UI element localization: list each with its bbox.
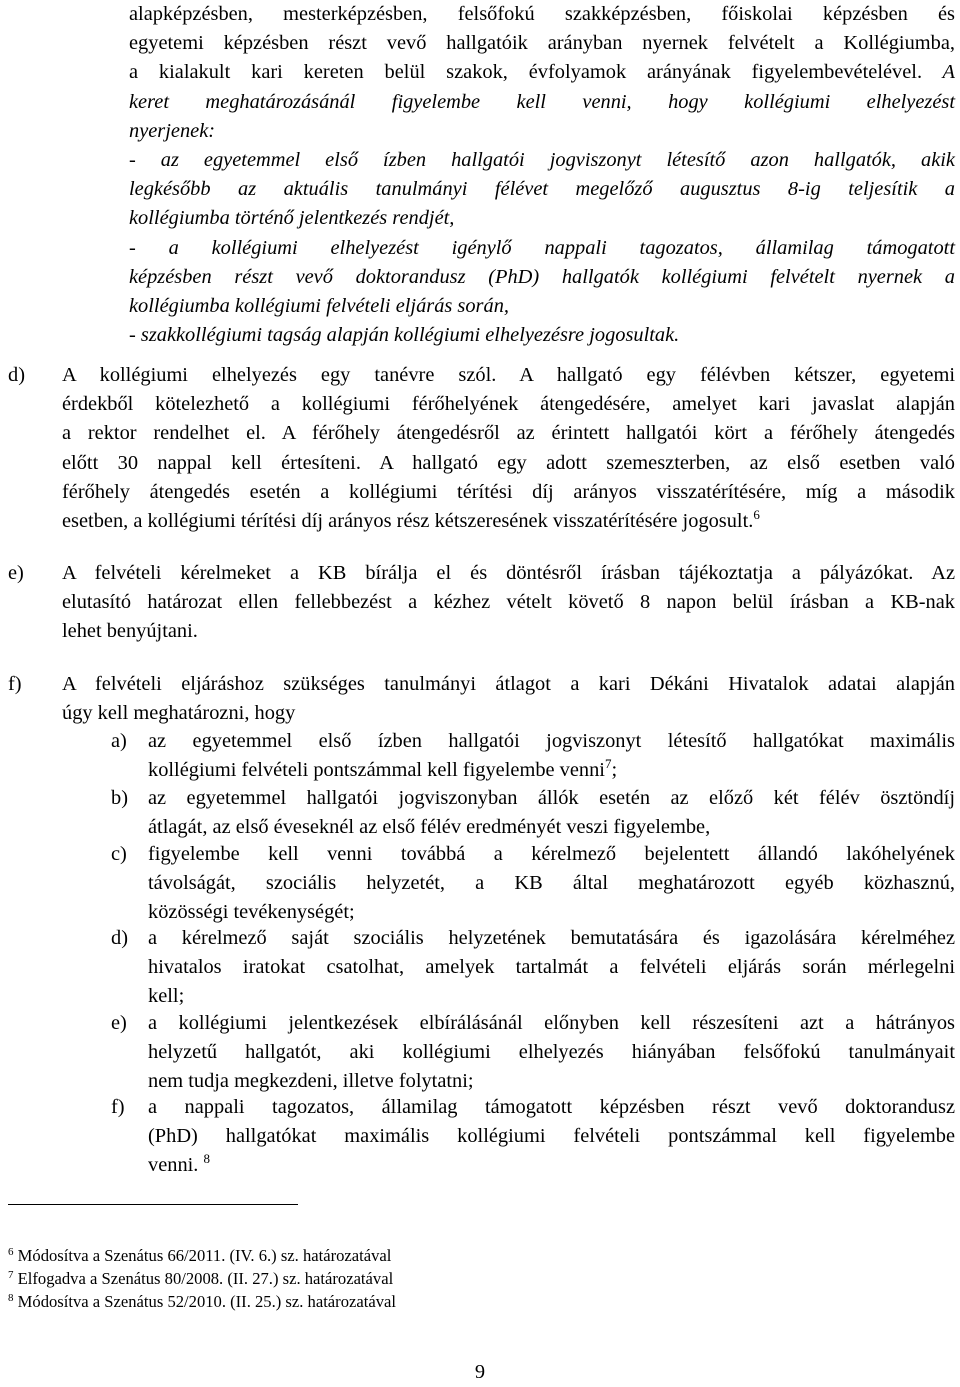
- text-span: ;: [611, 759, 618, 782]
- footnote: [8, 1267, 396, 1290]
- sub-item-body: [148, 1093, 955, 1181]
- text-span: venni.: [148, 1154, 199, 1177]
- text-line: A kollégiumi elhelyezés egy tanévre szól. A hallgató egy félévben kétszer, egyetemi: [62, 364, 955, 386]
- footnote-number: 8: [8, 1292, 14, 1304]
- list-marker: e): [8, 562, 24, 584]
- text-line: előtt 30 nappal kell értesíteni. A hallgató egy adott szemeszterben, az első esetben való: [62, 451, 955, 474]
- page-number: 9: [474, 1361, 486, 1383]
- text-line: távolságát, szociális helyzetét, a KB által meghatározott egyéb közhasznú,: [148, 872, 955, 895]
- list-marker: d): [8, 364, 25, 386]
- sub-item-body: [148, 840, 955, 928]
- text-line: úgy kell meghatározni, hogy: [62, 702, 296, 725]
- footnote-ref: 8: [203, 1151, 211, 1167]
- italic-line: képzésben részt vevő doktorandusz (PhD) hallgatók kollégiumi felvételt nyernek a: [129, 265, 955, 288]
- sub-marker: d): [111, 927, 128, 949]
- text-line: férőhely átengedés esetén a kollégiumi térítési díj arányos visszatérítésére, míg a második: [62, 480, 955, 503]
- text-line: [148, 1151, 955, 1180]
- footnote-ref: 7: [604, 756, 612, 772]
- italic-line: - az egyetemmel első ízben hallgatói jogviszonyt létesítő azon hallgatók, akik: [129, 148, 955, 171]
- text-line: A felvételi eljáráshoz szükséges tanulmányi átlagot a kari Dékáni Hivatalok adatai alapján: [62, 673, 955, 695]
- footnote-text: Módosítva a Szenátus 66/2011. (IV. 6.) sz. határozatával: [17, 1246, 392, 1265]
- footnote-text: Elfogadva a Szenátus 80/2008. (II. 27.) sz. határozatával: [17, 1269, 394, 1288]
- text-line: a nappali tagozatos, államilag támogatott képzésben részt vevő doktorandusz: [148, 1096, 955, 1118]
- italic-line: legkésőbb az aktuális tanulmányi félévet megelőző augusztus 8-ig teljesítik a: [129, 178, 955, 201]
- sub-item-body: [148, 784, 955, 842]
- text-span: kollégiumi felvételi pontszámmal kell figyelembe venni: [148, 759, 605, 782]
- footnote: [8, 1244, 396, 1267]
- text-line: átlagát, az első éveseknél az első félév eredményét veszi figyelembe,: [148, 816, 711, 839]
- footnote-separator: [8, 1204, 298, 1205]
- list-item-body: [62, 361, 955, 536]
- text-line: a kérelmező saját szociális helyzetének bemutatására és igazolására kérelméhez: [148, 927, 955, 949]
- sub-marker: a): [111, 730, 127, 752]
- footnote-ref: 6: [753, 506, 760, 522]
- sub-item-body: [148, 924, 955, 1012]
- text-line: a kollégiumi jelentkezések elbírálásánál előnyben kell részesíteni azt a hátrányos: [148, 1012, 955, 1034]
- italic-line: kollégiumba kollégiumi felvételi eljárás során,: [129, 294, 509, 317]
- italic-line: kollégiumba történő jelentkezés rendjét,: [129, 207, 455, 230]
- text-line: alapképzésben, mesterképzésben, felsőfokú szakképzésben, főiskolai képzésben és: [129, 3, 955, 25]
- sub-marker: f): [111, 1096, 125, 1118]
- text-line: az egyetemmel első ízben hallgatói jogviszonyt létesítő hallgatókat maximális: [148, 730, 955, 752]
- text-line: az egyetemmel hallgatói jogviszonyban állók esetén az előző két félév ösztöndíj: [148, 787, 955, 809]
- text-line: elutasító határozat ellen fellebbezést a kézhez vételt követő 8 napon belül írásban a KB-nak: [62, 591, 955, 614]
- list-marker: f): [8, 673, 22, 695]
- text-line: egyetemi képzésben részt vevő hallgatóik arányban nyernek felvételt a Kollégiumba,: [129, 32, 955, 55]
- text-line: figyelembe kell venni továbbá a kérelmező bejelentett állandó lakóhelyének: [148, 843, 955, 865]
- italic-line: nyerjenek:: [129, 119, 216, 142]
- footnote-text: Módosítva a Szenátus 52/2010. (II. 25.) sz. határozatával: [17, 1292, 396, 1311]
- text-line: hivatalos iratokat csatolhat, amelyek tartalmát a felvételi eljárás során mérlegelni: [148, 956, 955, 979]
- italic-line: - a kollégiumi elhelyezést igénylő nappali tagozatos, államilag támogatott: [129, 236, 955, 259]
- sub-marker: b): [111, 787, 128, 809]
- text-line: [62, 507, 955, 536]
- continuation-paragraph: [129, 0, 955, 350]
- text-line: érdekből kötelezhető a kollégiumi férőhelyének átengedésére, amelyet kari javaslat alapján: [62, 393, 955, 416]
- text-span: a kialakult kari kereten belül szakok, évfolyamok arányának figyelembevételével.: [129, 61, 923, 84]
- text-line: [148, 756, 955, 785]
- text-line: a rektor rendelhet el. A férőhely átengedésről az érintett hallgatói kört a férőhely átengedés: [62, 422, 955, 445]
- text-line: kell;: [148, 985, 185, 1008]
- text-line: nem tudja megkezdeni, illetve folytatni;: [148, 1070, 474, 1093]
- italic-line: - szakkollégiumi tagság alapján kollégiumi elhelyezésre jogosultak.: [129, 324, 680, 347]
- footnotes: [8, 1244, 396, 1313]
- list-item-body: [62, 670, 955, 728]
- footnote-number: 6: [8, 1246, 14, 1258]
- italic-line: keret meghatározásánál figyelembe kell venni, hogy kollégiumi elhelyezést: [129, 90, 955, 113]
- text-line: [129, 58, 955, 87]
- text-line: helyzetű hallgatót, aki kollégiumi elhelyezés hiányában felsőfokú tanulmányait: [148, 1041, 955, 1064]
- list-item-body: [62, 559, 955, 647]
- italic-span: A: [922, 61, 956, 84]
- sub-marker: e): [111, 1012, 127, 1034]
- sub-item-body: [148, 1009, 955, 1097]
- text-line: (PhD) hallgatókat maximális kollégiumi felvételi pontszámmal kell figyelembe: [148, 1125, 955, 1148]
- text-span: esetben, a kollégiumi térítési díj arányos rész kétszeresének visszatérítésére jogosult.: [62, 509, 754, 532]
- text-line: A felvételi kérelmeket a KB bírálja el és döntésről írásban tájékoztatja a pályázókat. Az: [62, 562, 955, 584]
- text-line: lehet benyújtani.: [62, 620, 198, 643]
- footnote-number: 7: [8, 1269, 14, 1281]
- sub-marker: c): [111, 843, 127, 865]
- sub-item-body: [148, 727, 955, 785]
- text-line: közösségi tevékenységét;: [148, 901, 355, 924]
- footnote: [8, 1290, 396, 1313]
